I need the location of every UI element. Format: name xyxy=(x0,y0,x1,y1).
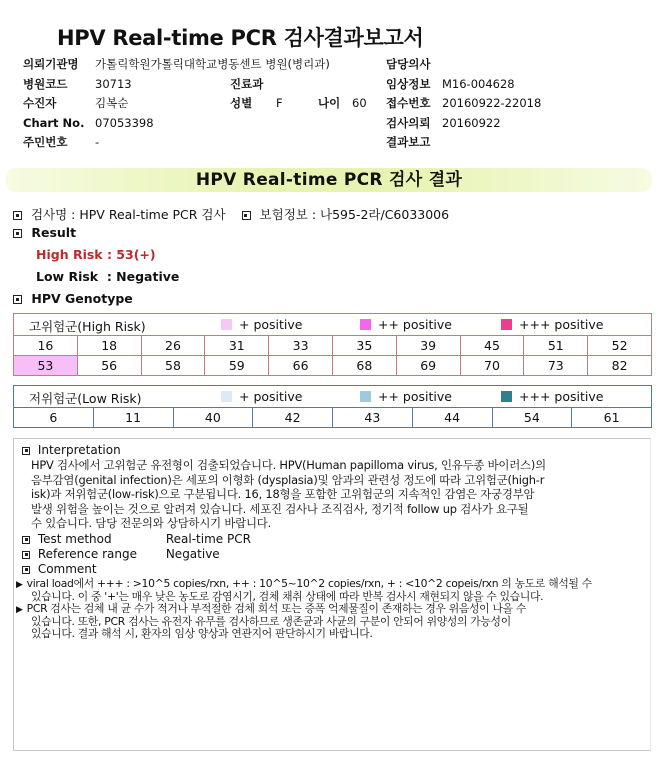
genotype-cell: 69 xyxy=(396,356,460,376)
value-receipt-no: 20160922-22018 xyxy=(442,96,542,110)
genotype-cell: 52 xyxy=(588,336,652,356)
legend-swatch-pale-blue xyxy=(221,391,232,402)
value-chart-no: 07053398 xyxy=(95,115,154,130)
high-risk-header-cell xyxy=(14,314,652,336)
comment-text: viral load에서 +++ : >10^5 copies/rxn, ++ : 10^5~10^2 copies/rxn, + : <10^2 copeis/rxn 의 농도로 해석될 수 xyxy=(26,577,592,590)
legend-label: +++ positive xyxy=(519,317,604,332)
comment-line: 있습니다. 결과 해석 시, 환자의 임상 양상과 연관지어 판단하시기 바랍니다. xyxy=(31,627,373,641)
low-risk-result: Low Risk : Negative xyxy=(36,269,180,284)
high-risk-legend-plus-plus xyxy=(360,317,452,332)
genotype-cell: 26 xyxy=(141,336,205,356)
label-patient: 수진자 xyxy=(23,96,57,110)
label-requesting-institution: 의뢰기관명 xyxy=(23,57,79,71)
low-risk-header-cell xyxy=(14,386,652,408)
bullet-square-icon xyxy=(242,211,251,220)
genotype-cell: 68 xyxy=(332,356,396,376)
genotype-cell: 40 xyxy=(173,408,253,428)
high-risk-genotype-table xyxy=(13,313,652,376)
legend-label: +++ positive xyxy=(519,389,604,404)
value-sex: F xyxy=(276,96,283,110)
low-risk-legend-plus-plus xyxy=(360,389,452,404)
triangle-bullet-icon: ▶ xyxy=(16,605,23,616)
reference-range-line xyxy=(22,547,220,561)
genotype-cell: 33 xyxy=(269,336,333,356)
label-sex: 성별 xyxy=(230,96,253,110)
genotype-cell: 44 xyxy=(412,408,492,428)
genotype-cell: 58 xyxy=(141,356,205,376)
reference-range-label: Reference range xyxy=(37,547,137,561)
legend-label: + positive xyxy=(239,317,303,332)
bullet-square-icon xyxy=(22,551,30,559)
result-heading: Result xyxy=(31,225,77,240)
label-age: 나이 xyxy=(318,96,341,110)
label-clinical-info: 임상정보 xyxy=(386,76,431,91)
interpretation-heading: Interpretation xyxy=(37,443,121,457)
label-department: 진료과 xyxy=(230,76,264,91)
test-method-value: Real-time PCR xyxy=(165,532,251,546)
comment-text: PCR 검사는 검체 내 균 수가 적거나 부적절한 검체 희석 또는 증폭 억제물질이 존재하는 경우 위음성이 나올 수 xyxy=(26,602,526,616)
label-chart-no: Chart No. xyxy=(23,115,85,130)
genotype-cell: 56 xyxy=(77,356,141,376)
genotype-cell: 35 xyxy=(332,336,396,356)
label-resident-no: 주민번호 xyxy=(23,135,68,149)
test-method-line xyxy=(22,532,251,546)
low-risk-genotype-table xyxy=(13,385,652,428)
genotype-cell: 42 xyxy=(253,408,333,428)
comment-heading: Comment xyxy=(37,562,97,576)
result-heading-line xyxy=(13,225,76,240)
bullet-square-icon xyxy=(22,536,30,544)
interpretation-line: 음부감염(genital infection)은 세포의 이형화 (dysplasia)및 암과의 관련성 정도에 따라 고위험군(high-r xyxy=(31,472,545,487)
legend-swatch-light-blue xyxy=(360,391,371,402)
legend-label: ++ positive xyxy=(378,389,452,404)
label-hospital-code: 병원코드 xyxy=(23,76,68,91)
genotype-cell: 59 xyxy=(205,356,269,376)
genotype-cell: 43 xyxy=(333,408,413,428)
high-risk-header-row xyxy=(14,314,652,336)
test-name: 검사명 : HPV Real-time PCR 검사 xyxy=(30,207,226,222)
reference-range-value: Negative xyxy=(165,547,220,561)
value-requesting-institution: 가톨릭학원가톨릭대학교병동센트 병원(병리과) xyxy=(95,57,330,71)
interpretation-line: isk)과 저위험군(low-risk)으로 구분됩니다. 16, 18형을 포함한 고위험군의 지속적인 감염은 자궁경부암 xyxy=(31,487,535,502)
low-risk-header-row xyxy=(14,386,652,408)
high-risk-row xyxy=(14,336,652,356)
genotype-heading: HPV Genotype xyxy=(31,291,133,306)
genotype-cell: 73 xyxy=(524,356,588,376)
interpretation-line: 발생 위험을 높이는 것으로 알려져 있습니다. 세포진 검사나 조직검사, 정기적 follow up 검사가 요구될 xyxy=(31,501,529,516)
genotype-cell: 6 xyxy=(14,408,94,428)
interpretation-box xyxy=(13,438,651,751)
info-right-column xyxy=(386,55,541,153)
value-age: 60 xyxy=(352,96,367,110)
legend-swatch-hot-pink xyxy=(501,319,512,330)
comment-line: 있습니다. 또한, PCR 검사는 유전자 유무를 검사하므로 생존균과 사균의 구분이 안되어 위양성의 가능성이 xyxy=(31,614,511,628)
genotype-cell: 31 xyxy=(205,336,269,356)
high-risk-legend-plus-plus-plus xyxy=(501,317,603,332)
genotype-cell: 82 xyxy=(588,356,652,376)
interpretation-line: HPV 검사에서 고위험군 유전형이 검출되었습니다. HPV(Human papilloma virus, 인유두종 바이러스)의 xyxy=(31,458,546,472)
label-doctor: 담당의사 xyxy=(386,57,431,71)
genotype-cell-positive: 53 xyxy=(14,356,78,376)
value-resident-no: - xyxy=(95,135,100,149)
genotype-cell: 54 xyxy=(492,408,572,428)
comment-line: 있습니다. 이 중 '+'는 매우 낮은 농도로 감염시기, 검체 채취 상태에 따라 반복 검사시 재현되지 않을 수 있습니다. xyxy=(31,589,544,603)
comment-heading-line xyxy=(22,562,97,576)
high-risk-result: High Risk : 53(+) xyxy=(36,247,156,262)
value-test-request: 20160922 xyxy=(442,115,501,130)
label-test-request: 검사의뢰 xyxy=(386,115,431,130)
bullet-square-icon xyxy=(13,211,22,220)
info-mid-column xyxy=(230,75,367,114)
legend-label: + positive xyxy=(239,389,303,404)
legend-swatch-magenta xyxy=(360,319,371,330)
test-method-label: Test method xyxy=(37,532,112,546)
bullet-square-icon xyxy=(13,229,22,238)
low-risk-label: 저위험군(Low Risk) xyxy=(29,391,142,406)
genotype-cell: 16 xyxy=(14,336,78,356)
bullet-square-icon xyxy=(13,295,22,304)
legend-swatch-light-pink xyxy=(221,319,232,330)
genotype-heading-line xyxy=(13,291,133,306)
genotype-cell: 11 xyxy=(93,408,173,428)
value-clinical-info: M16-004628 xyxy=(442,76,515,91)
high-risk-legend-plus xyxy=(221,317,302,332)
label-result-report: 결과보고 xyxy=(386,135,431,149)
legend-swatch-teal xyxy=(501,391,512,402)
bullet-square-icon xyxy=(22,447,30,455)
high-risk-label: 고위험군(High Risk) xyxy=(29,319,146,334)
legend-label: ++ positive xyxy=(378,317,452,332)
genotype-cell: 61 xyxy=(572,408,652,428)
genotype-cell: 66 xyxy=(269,356,333,376)
genotype-cell: 18 xyxy=(77,336,141,356)
low-risk-legend-plus-plus-plus xyxy=(501,389,603,404)
genotype-cell: 45 xyxy=(460,336,524,356)
test-name-line xyxy=(13,205,449,223)
genotype-cell: 51 xyxy=(524,336,588,356)
insurance-info: 보험정보 : 나595-2라/C6033006 xyxy=(259,207,450,222)
value-hospital-code: 30713 xyxy=(95,76,132,91)
low-risk-row xyxy=(14,408,652,428)
high-risk-row xyxy=(14,356,652,376)
value-patient: 김복순 xyxy=(95,96,129,110)
section-header-bar xyxy=(6,168,652,192)
genotype-cell: 39 xyxy=(396,336,460,356)
label-receipt-no: 접수번호 xyxy=(386,96,431,110)
genotype-cell: 70 xyxy=(460,356,524,376)
interpretation-heading-line xyxy=(22,443,121,457)
report-title: HPV Real-time PCR 검사결과보고서 xyxy=(57,26,424,50)
interpretation-line: 수 있습니다. 담당 전문의와 상담하시기 바랍니다. xyxy=(31,516,272,531)
low-risk-legend-plus xyxy=(221,389,302,404)
bullet-square-icon xyxy=(22,566,30,574)
triangle-bullet-icon: ▶ xyxy=(16,580,23,590)
section-title: HPV Real-time PCR 검사 결과 xyxy=(195,170,463,190)
